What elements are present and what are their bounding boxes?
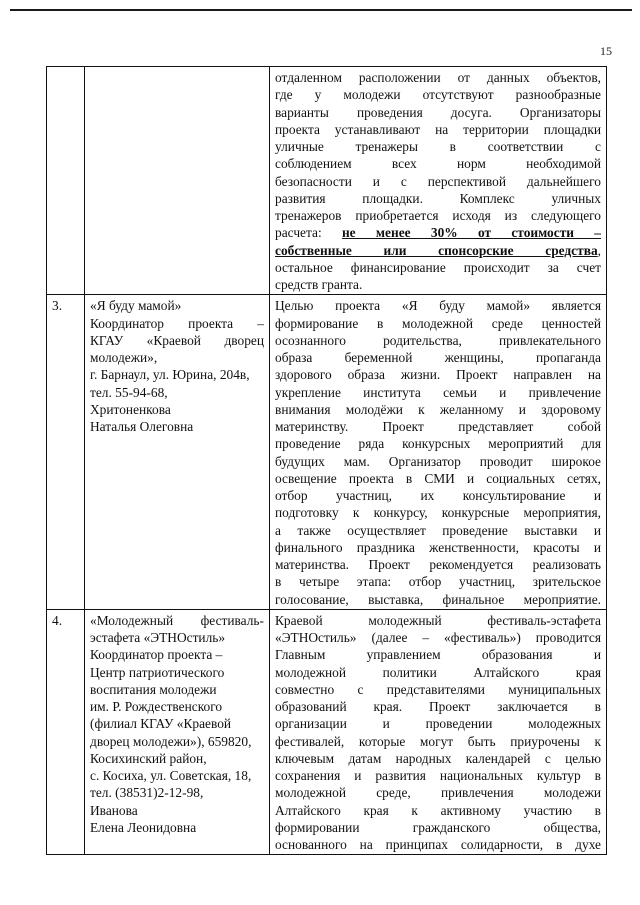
description-line: основанного на принципах солидарности, в духе	[275, 837, 601, 852]
description-line: проведение ряда конкурсных мероприятий для	[275, 436, 601, 452]
name-line: воспитания молодежи	[90, 681, 217, 697]
description-line: отбор участниц, их консультирование и	[275, 488, 601, 503]
name-line: «Я буду мамой»	[90, 298, 182, 314]
description-line: финального праздника женственности, красоты и	[275, 539, 601, 555]
description-line: Целью проекта «Я буду мамой» является	[275, 298, 601, 314]
table-row-3	[47, 295, 607, 610]
description-line: Краевой молодежный фестиваль-эстафета	[275, 612, 601, 628]
name-line: КГАУ «Краевой дворец	[90, 332, 264, 348]
name-line: Хритоненкова	[90, 401, 171, 417]
funding-line	[275, 224, 601, 241]
description-line: молодежной среде, привлечения молодежи	[275, 785, 601, 801]
description-line: где у молодежи отсутствуют разнообразные	[275, 87, 601, 103]
project-description-cell	[270, 609, 607, 855]
description-line: Главным управлением образования и	[275, 647, 601, 663]
description-line: освещение проекта в СМИ и социальных сетях,	[275, 470, 601, 486]
description-line: формировании гражданского общества,	[275, 819, 601, 835]
name-line: (филиал КГАУ «Краевой	[90, 716, 232, 732]
funding-prefix: расчета:	[275, 225, 342, 241]
name-line: молодежи»,	[90, 350, 158, 365]
row-number-cell	[47, 67, 85, 295]
description-line: Алтайского края к активному участию в	[275, 802, 601, 818]
top-rule	[10, 9, 632, 11]
description-line: сохранения и развития национальных культур в	[275, 768, 601, 783]
name-line: Координатор проекта –	[90, 647, 223, 663]
description-line: образований края. Проект заключается в	[275, 699, 601, 714]
description-line: осознанного родительства, привлекательного	[275, 332, 601, 348]
name-line: им. Р. Рождественского	[90, 699, 223, 714]
description-line: соблюдением всех норм необходимой	[275, 156, 601, 172]
funding-line	[275, 242, 601, 259]
description-line: развития площадки. Комплекс уличных	[275, 190, 601, 206]
funding-emphasis: собственные или спонсорские средства	[275, 242, 598, 258]
description-line: организации и проведении молодежных	[275, 716, 601, 732]
description-line: голосование, выставка, финальное мероприятие.	[275, 591, 601, 607]
row-number-cell: 4.	[47, 609, 85, 855]
description-line: остальное финансирование происходит за счет	[275, 259, 601, 275]
description-line: совместно с представителями муниципальных	[275, 681, 601, 697]
table-row-continuation	[47, 67, 607, 295]
description-line: в четыре этапа: отбор участниц, зрительское	[275, 574, 601, 590]
description-line: формирование в молодежной среде ценностей	[275, 315, 601, 331]
funding-suffix: ,	[597, 242, 601, 258]
name-line: Центр патриотического	[90, 664, 225, 680]
project-name-cell	[85, 295, 270, 610]
table-row-4	[47, 609, 607, 855]
description-line: а также осуществляет проведение выставки и	[275, 522, 601, 538]
name-line: Елена Леонидовна	[90, 819, 197, 835]
description-line: материнству. Проект представляет собой	[275, 419, 601, 434]
name-line: Иванова	[90, 802, 138, 818]
description-line: внимания молодёжи к желанному и здоровому	[275, 401, 601, 417]
description-line: отдаленном расположении от данных объектов,	[275, 70, 601, 85]
description-line: фестивалей, которые могут быть приурочены к	[275, 733, 601, 749]
description-line: уличные тренажеры в соответствии с	[275, 139, 601, 154]
projects-table	[46, 66, 607, 855]
description-line: будущих мам. Организатор проводит широкое	[275, 453, 601, 469]
description-line: ключевым датам народных календарей с целью	[275, 750, 601, 766]
page-number: 15	[600, 44, 612, 58]
description-line: варианты проведения досуга. Организаторы	[275, 104, 601, 120]
row-number-cell: 3.	[47, 295, 85, 610]
description-line: средств гранта.	[275, 277, 363, 292]
description-line: «ЭТНОстиль» (далее – «фестиваль») проводится	[275, 630, 601, 645]
project-description-cell	[270, 67, 607, 295]
funding-emphasis: не менее 30% от стоимости –	[341, 225, 601, 241]
description-line: безопасности и с перспективой дальнейшего	[275, 173, 601, 189]
description-line: материнства. Проект рекомендуется реализовать	[275, 557, 601, 572]
description-line: подготовку к конкурсу, конкурсные мероприятия,	[275, 505, 601, 521]
name-line: тел. 55-94-68,	[90, 384, 168, 400]
name-line: «Молодежный фестиваль-	[90, 612, 264, 628]
name-line: Наталья Олеговна	[90, 419, 194, 434]
description-line: проекта устанавливают на территории площадки	[275, 121, 601, 137]
name-line: тел. (38531)2-12-98,	[90, 785, 204, 801]
name-line: Косихинский район,	[90, 750, 207, 766]
description-line: здорового образа жизни. Проект направлен на	[275, 367, 601, 383]
name-line: г. Барнаул, ул. Юрина, 204в,	[90, 367, 250, 383]
project-name-cell	[85, 609, 270, 855]
project-description-cell	[270, 295, 607, 610]
description-line: образа беременной женщины, пропаганда	[275, 350, 601, 365]
description-line: тренажеров приобретается исходя из следующего	[275, 208, 601, 223]
name-line: Координатор проекта –	[90, 315, 264, 331]
description-line: молодежной политики Алтайского края	[275, 664, 601, 680]
name-line: дворец молодежи»), 659820,	[90, 733, 252, 749]
name-line: эстафета «ЭТНОстиль»	[90, 630, 226, 645]
description-line: укрепление института семьи и привлечение	[275, 384, 601, 400]
project-name-cell	[85, 67, 270, 295]
name-line: с. Косиха, ул. Советская, 18,	[90, 768, 252, 783]
